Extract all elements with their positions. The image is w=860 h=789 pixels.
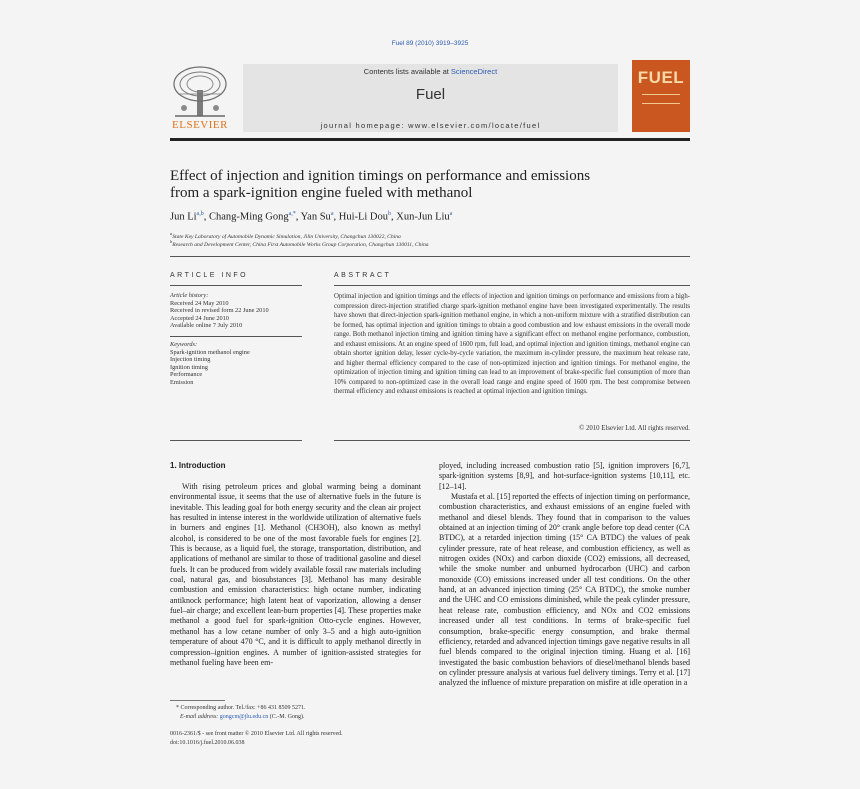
body-right-column: [439, 461, 690, 689]
keyword-item: Performance: [170, 371, 203, 379]
author-affiliation-mark[interactable]: a,*: [288, 211, 296, 217]
author-separator: ,: [333, 211, 339, 223]
info-rule-top: [170, 285, 302, 286]
elsevier-logo: [170, 64, 230, 132]
cover-title: FUEL: [637, 68, 685, 87]
section-heading-introduction: 1. Introduction: [170, 461, 226, 470]
elsevier-tree-icon: [170, 64, 230, 118]
issn-line: 0016-2361/$ - see front matter © 2010 Elsevier Ltd. All rights reserved.: [170, 731, 343, 737]
footnote-rule: [170, 700, 225, 701]
journal-citation[interactable]: Fuel 89 (2010) 3919–3925: [391, 40, 469, 47]
abstract-rule-bottom: [334, 440, 690, 441]
article-info-heading: ARTICLE INFO: [170, 272, 249, 279]
publisher-name: ELSEVIER: [172, 119, 228, 131]
abstract-copyright: © 2010 Elsevier Ltd. All rights reserved.: [579, 425, 690, 432]
affiliation-a-text: State Key Laboratory of Automobile Dynamic Simulation, Jilin University, Changchun 130022, China: [172, 233, 401, 240]
keyword-item: Spark-ignition methanol engine: [170, 348, 250, 356]
keyword-item: Injection timing: [170, 356, 211, 364]
author-name: Xun-Jun Liu: [396, 211, 450, 223]
affiliation-b-text: Research and Development Center, China First Automobile Works Group Corporation, Changchun 130011, China: [172, 241, 429, 248]
author-affiliation-mark[interactable]: a,b: [196, 211, 204, 217]
body-paragraph: Mustafa et al. [15] reported the effects of injection timing on performance, combustion characteristics, and exhaust emissions of an engine fueled with methanol and diesel blends. They found that in comparison to the values obtained at an injection timing of 20° crank angle before top dead center (CA BTDC), at a retarded injection timing (15° CA BTDC) the values of peak cylinder pressure, rate of heat release, and combustion efficiency, as well as nitrogen oxides (NOx) and carbon dioxide (CO2) emissions, all decreased, while the smoke number and unburned hydrocarbon (UHC) and carbon monoxide (CO) emissions increased under all test conditions. On the other hand, at an advanced injection timing (25° CA BTDC), the smoke number and the UHC and CO emissions diminished, while the peak cylinder pressure, heat release rate, combustion efficiency, and NOx and CO2 emissions increased under all test conditions. In terms of brake-specific fuel consumption, brake-specific energy consumption, and brake thermal efficiency, retarded and advanced injection timings gave negative results in all fuel blends compared to the original injection timing. Huang et al. [16] investigated the basic combustion behaviors of diesel/methanol blends based on cylinder pressure analysis at various fuel delivery timings. Terry et al. [17] analyzed the influence of mixture preparation on misfire at idle operation in a: [439, 492, 690, 688]
keywords-label: Keywords:: [170, 340, 198, 348]
abstract-text: Optimal injection and ignition timings and the effects of injection and ignition timings on performance and emissions from a high-compression direct-injection stratified charge spark-ignition methanol engine have been investigated experimentally. The results have shown that direct-injection spark-ignition methanol engine, in which a non-uniform mixture with a stratified distribution can be formed, has optimal injection and ignition timings to obtain a good combustion and low exhaust emissions in the overall mode range. Both methanol injection timing and ignition timing have a significant effect on methanol engine performance, combustion, and exhaust emissions. At an engine speed of 1600 rpm, full load, and optimal injection and ignition timings, methanol engine can obtain shorter ignition delay, lesser cycle-by-cycle variation, the maximum in-cylinder pressure, the maximum heat release rate, and higher thermal efficiency compared to the case of non-optimized injection and ignition timings. For methanol engine, the optimization of injection timing and ignition timing can lead to an improvement of brake-specific fuel consumption of more than 10% compared to non-optimized case in the overall load range and engine speed of 1600 rpm. The best compromise between thermal efficiency and exhaust emissions is reached at optimal injection and ignition timings.: [334, 293, 690, 396]
author-affiliation-mark[interactable]: b: [388, 211, 392, 217]
header-divider: [170, 138, 690, 141]
history-item: Received 24 May 2010: [170, 299, 229, 307]
author-name: Jun Li: [170, 211, 197, 223]
author-name: Hui-Li Dou: [338, 211, 389, 223]
keyword-item: Emission: [170, 378, 194, 386]
affiliation-a: $^a$State Key Laboratory of Automobile Dynamic Simulation, Jilin University, Changchun 130022, China: [170, 231, 401, 240]
email-label: E-mail address:: [180, 714, 219, 720]
article-info: [170, 292, 302, 387]
email-suffix: (C.-M. Gong).: [269, 714, 305, 720]
sciencedirect-link[interactable]: ScienceDirect: [450, 67, 498, 76]
history-label: Article history:: [170, 292, 209, 299]
article-title: [170, 168, 630, 202]
article-title-line-1: Effect of injection and ignition timings on performance and emissions: [170, 168, 591, 184]
author-affiliation-mark[interactable]: a: [449, 211, 453, 217]
corresponding-author-note: * Corresponding author. Tel./fax: +86 431 8509 5271.: [176, 705, 306, 711]
journal-header: [243, 64, 618, 132]
email-note: [180, 714, 430, 720]
body-left-column: [170, 482, 421, 668]
author-separator: ,: [203, 211, 209, 223]
body-paragraph: ployed, including increased combustion ratio [5], ignition improvers [6,7], spark-ignition systems [8,9], and hot-surface-ignition systems [10,11], etc. [12–14].: [439, 461, 690, 491]
author-list: [170, 211, 690, 223]
contents-prefix: Contents lists available at: [363, 67, 451, 76]
affiliation-divider: [170, 256, 690, 257]
author-name: Chang-Ming Gong: [208, 211, 289, 223]
affiliation-b: $^b$Research and Development Center, China First Automobile Works Group Corporation, Changchun 130011, China: [170, 239, 429, 248]
journal-homepage[interactable]: journal homepage: www.elsevier.com/locate/fuel: [320, 121, 541, 130]
abstract-rule-top: [334, 285, 690, 286]
journal-cover-image: [632, 60, 690, 132]
contents-line: [243, 67, 618, 76]
author-separator: ,: [391, 211, 397, 223]
author-separator: ,: [295, 211, 301, 223]
history-item: Available online 7 July 2010: [170, 322, 243, 330]
author-name: Yan Su: [300, 211, 331, 223]
email-link[interactable]: gongcm@jlu.edu.cn: [219, 714, 269, 720]
history-item: Accepted 24 June 2010: [170, 314, 229, 322]
author-affiliation-mark[interactable]: a: [330, 211, 334, 217]
abstract-heading: ABSTRACT: [334, 272, 392, 279]
info-rule-bottom: [170, 440, 302, 441]
journal-name: Fuel: [415, 86, 446, 103]
doi-link[interactable]: doi:10.1016/j.fuel.2010.06.038: [170, 740, 245, 746]
history-item: Received in revised form 22 June 2010: [170, 307, 269, 315]
keyword-item: Ignition timing: [170, 363, 208, 371]
cover-decoration: [642, 94, 680, 104]
body-paragraph: With rising petroleum prices and global warming being a dominant environmental issue, it seems that the use of alternative fuels in the future is inevitable. This leading goal for both energy security and the clean air project has resulted in intense interest in the worldwide utilization of alternative fuels in burners and engines [1]. Methanol (CH3OH), also known as methyl alcohol, is considered to be one of the most favorable fuels for engines [2]. This is because, as a liquid fuel, the storage, transportation, distribution, and applications of methanol are similar to those of traditional gasoline and diesel fuels. It can be produced from widely available fossil raw materials including coal, natural gas, and biosubstances [3]. Methanol has many desirable combustion and emission characteristics: high octane number, indicating antiknock performance; high latent heat of vaporization, allowing a denser fuel–air charge; and excellent lean-burn properties [4]. These properties make methanol a good fuel for spark-ignition Otto-cycle engines. However, methanol has a low cetane number of only 3–5 and a high auto-ignition temperature of about 470 °C, and it is difficult to apply methanol directly in compression–ignition engines. A number of ignition-assisted strategies for methanol fueling have been em-: [170, 482, 421, 667]
info-rule-middle: [170, 336, 302, 337]
article-title-line-2: from a spark-ignition engine fueled with methanol: [170, 185, 473, 201]
